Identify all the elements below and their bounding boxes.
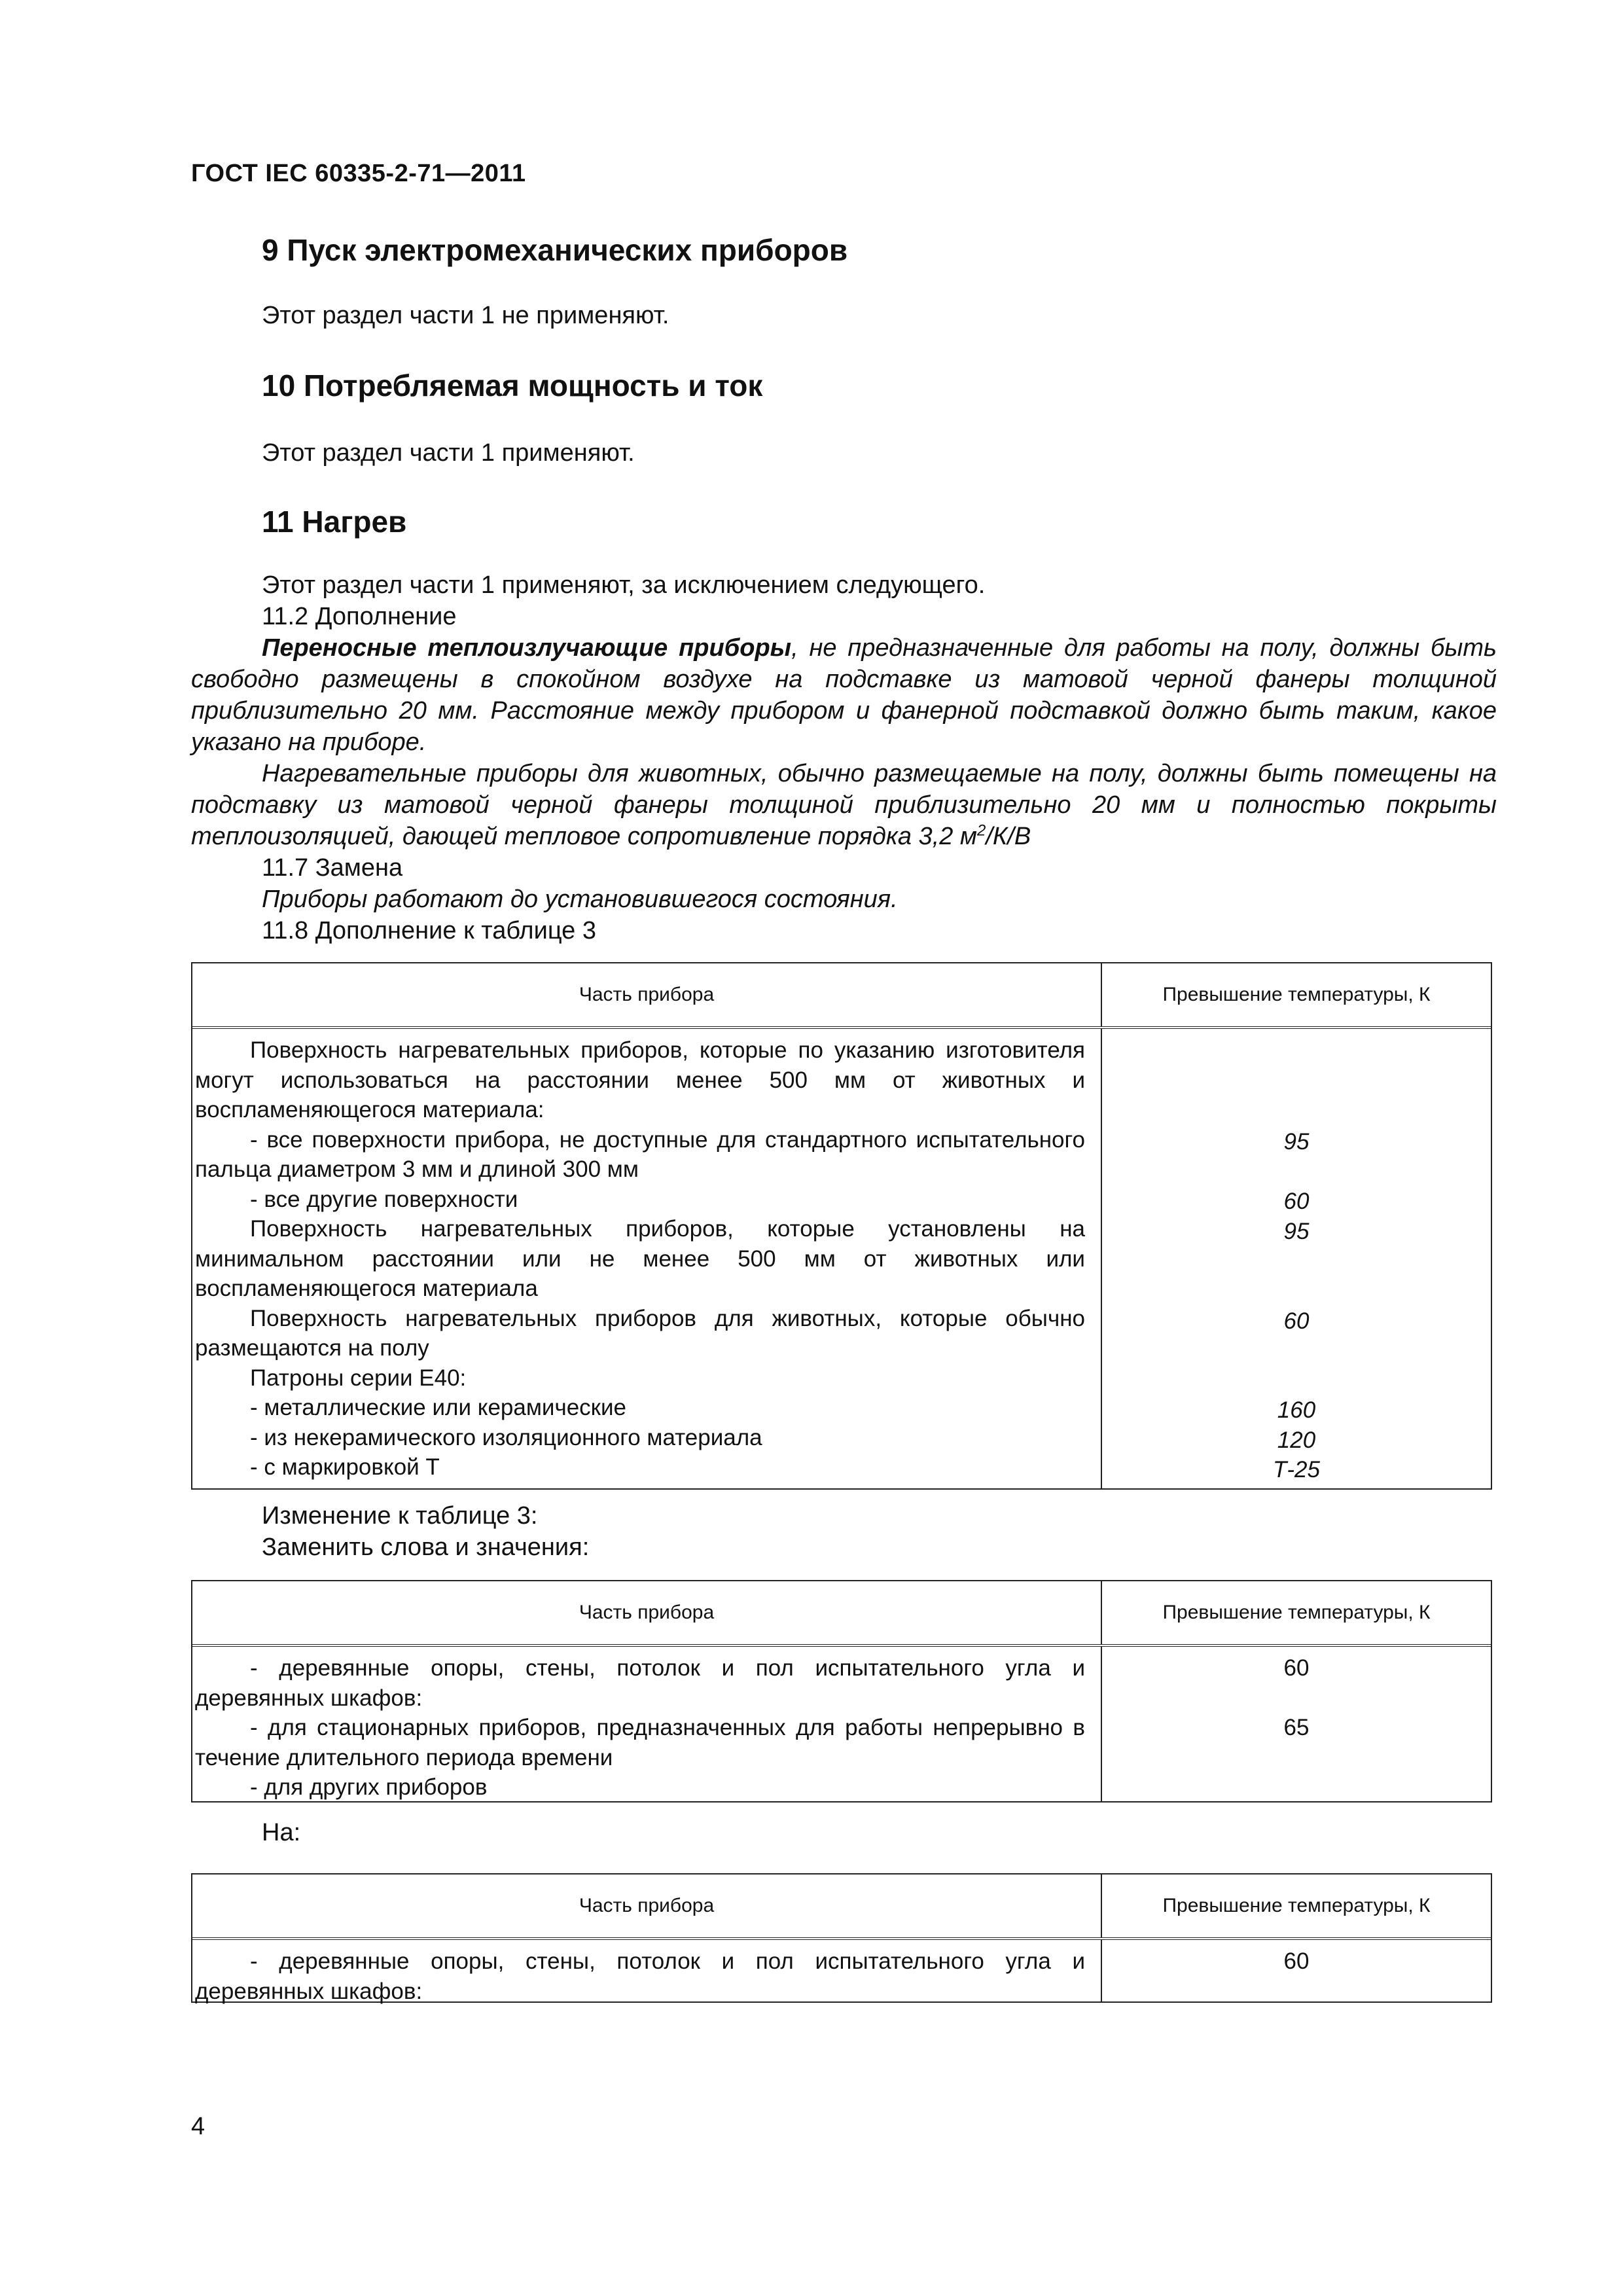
- column-header-part: Часть прибора: [192, 963, 1102, 1026]
- table-row: - все поверхности прибора, не доступные для стандартного испытательного пальца диаметром 3 мм и длиной 300 мм: [195, 1126, 1085, 1182]
- table-value: 60: [1283, 1655, 1310, 1681]
- replacement-label: На:: [262, 1819, 301, 1846]
- table-row: - металлические или керамические: [250, 1395, 626, 1420]
- table-header-row: [192, 1581, 1491, 1647]
- table-value: 60: [1283, 1308, 1310, 1334]
- table-row: - для стационарных приборов, предназначенных для работы непрерывно в течение длительного периода времени: [195, 1715, 1085, 1770]
- table-row: - все другие поверхности: [250, 1186, 518, 1212]
- table-row: - для других приборов: [250, 1774, 488, 1800]
- column-header-temperature: Превышение температуры, К: [1162, 984, 1431, 1005]
- page-number: 4: [191, 2113, 205, 2140]
- table-row: - с маркировкой Т: [250, 1454, 440, 1480]
- table-row: - деревянные опоры, стены, потолок и пол испытательного угла и деревянных шкафов:: [195, 1655, 1085, 1711]
- table-replaced-values: [191, 1580, 1492, 1803]
- column-header-temperature: Превышение температуры, К: [1162, 1602, 1431, 1623]
- table-value: 60: [1283, 1189, 1310, 1214]
- table-value: 95: [1283, 1129, 1310, 1155]
- column-header-part: Часть прибора: [192, 1874, 1102, 1937]
- section-10-text: Этот раздел части 1 применяют.: [262, 439, 635, 467]
- clause-11-2: 11.2 Дополнение: [262, 603, 457, 630]
- table-value: Т-25: [1273, 1457, 1320, 1482]
- table-part-cell: [192, 1940, 1102, 2003]
- table-row: Патроны серии Е40:: [250, 1365, 467, 1391]
- section-9-text: Этот раздел части 1 не применяют.: [262, 302, 669, 329]
- table-row: Поверхность нагревательных приборов, которые установлены на минимальном расстоянии или не менее 500 мм от животных или воспламеняющегося материала: [195, 1216, 1085, 1301]
- table-row: - из некерамического изоляционного материала: [250, 1424, 762, 1450]
- table-header-row: [192, 1874, 1491, 1940]
- table-row: Поверхность нагревательных приборов, которые по указанию изготовителя могут использоваться на расстоянии менее 500 мм от животных и воспламеняющегося материала:: [195, 1037, 1085, 1122]
- change-note-subtitle: Заменить слова и значения:: [262, 1534, 590, 1561]
- portable-heaters-term: Переносные теплоизлучающие приборы: [262, 634, 792, 662]
- table-addition-to-table-3: [191, 962, 1492, 1490]
- change-note-title: Изменение к таблице 3:: [262, 1502, 538, 1530]
- table-new-values: [191, 1873, 1492, 2003]
- clause-11-7: 11.7 Замена: [262, 854, 403, 882]
- table-part-cell: [192, 1029, 1102, 1490]
- table-value: 95: [1283, 1219, 1310, 1244]
- table-value: 120: [1277, 1427, 1316, 1453]
- table-value: 65: [1283, 1715, 1310, 1740]
- paragraph-11-2-portable: Переносные теплоизлучающие приборы, не предназначенные для работы на полу, должны быть свободно размещены в спокойном воздухе на подставке из матовой черной фанеры толщиной приблизительно 20 мм. Расстояние между прибором и фанерной подставкой должно быть таким, какое указано на приборе.: [191, 634, 1497, 756]
- table-row: - деревянные опоры, стены, потолок и пол испытательного угла и деревянных шкафов:: [195, 1948, 1085, 2004]
- section-9-title: 9 Пуск электромеханических приборов: [262, 233, 848, 267]
- section-11-intro: Этот раздел части 1 применяют, за исключением следующего.: [262, 571, 986, 599]
- table-row: Поверхность нагревательных приборов для животных, которые обычно размещаются на полу: [195, 1305, 1085, 1361]
- column-header-temperature: Превышение температуры, К: [1162, 1895, 1431, 1916]
- table-value: 160: [1277, 1397, 1316, 1423]
- table-value: 60: [1283, 1948, 1310, 1974]
- table-part-cell: [192, 1647, 1102, 1803]
- table-value-cell: [1102, 1029, 1491, 1490]
- table-value-cell: [1102, 1647, 1491, 1803]
- clause-11-7-text: Приборы работают до установившегося состояния.: [262, 886, 898, 913]
- clause-11-8: 11.8 Дополнение к таблице 3: [262, 917, 596, 944]
- column-header-part: Часть прибора: [192, 1581, 1102, 1644]
- section-10-title: 10 Потребляемая мощность и ток: [262, 368, 763, 403]
- table-header-row: [192, 963, 1491, 1029]
- section-11-title: 11 Нагрев: [262, 505, 407, 539]
- document-header: ГОСТ IEC 60335-2-71—2011: [191, 160, 526, 187]
- paragraph-11-2-animal-heaters: Нагревательные приборы для животных, обычно размещаемые на полу, должны быть помещены на подставку из матовой черной фанеры толщиной приблизительно 20 мм и полностью покрыты теплоизоляцией, дающей тепловое сопротивление порядка 3,2 $м^2/К/В$: [191, 760, 1497, 850]
- table-value-cell: [1102, 1940, 1491, 2003]
